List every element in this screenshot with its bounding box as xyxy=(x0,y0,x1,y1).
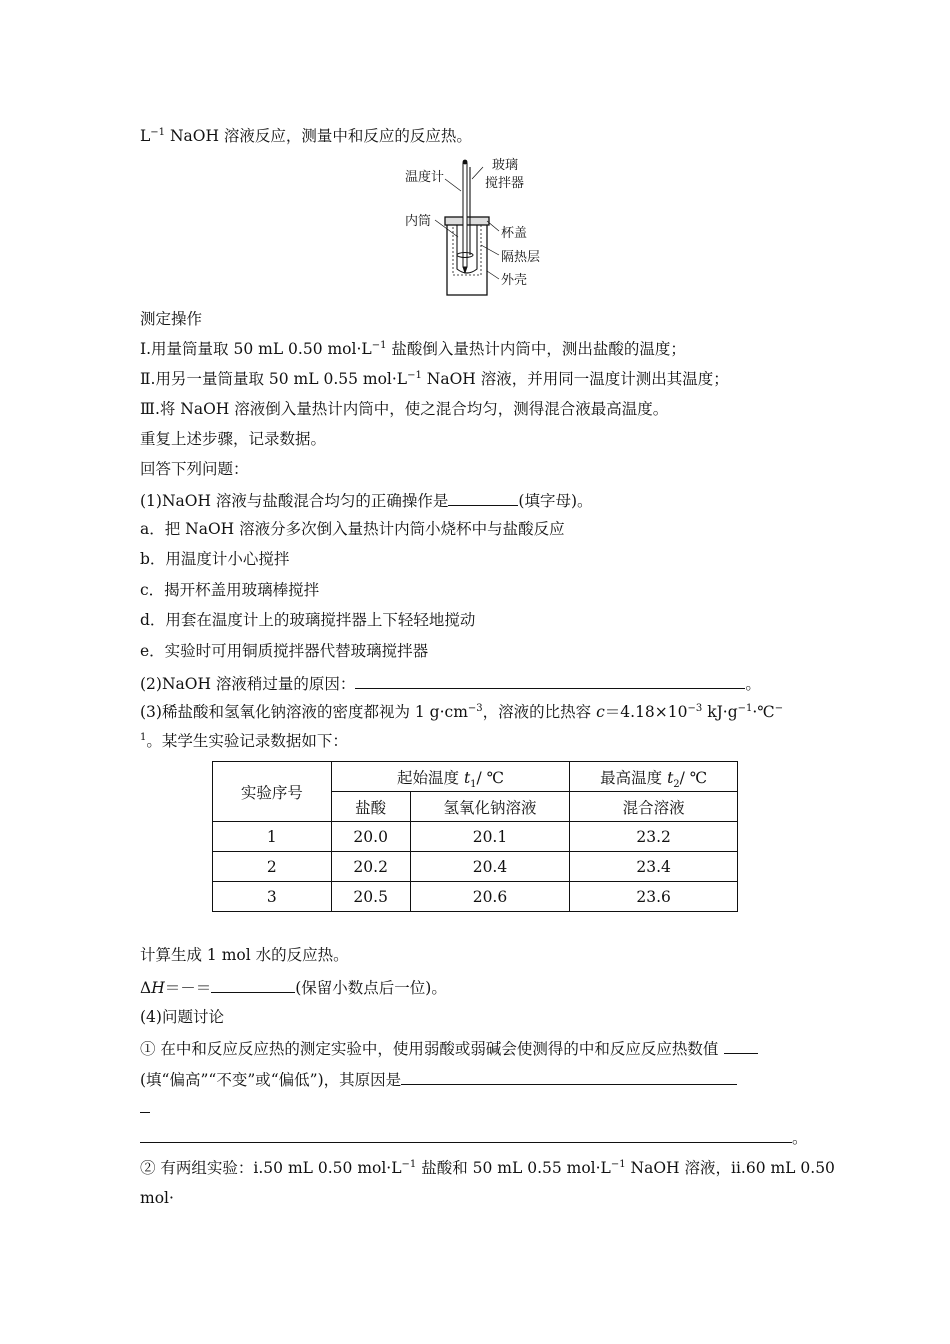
answer-prompt: 回答下列问题： xyxy=(140,460,249,478)
step1-sup: −1 xyxy=(371,339,387,351)
q1-stem-b: (填字母)。 xyxy=(518,492,593,510)
q3-answer-blank[interactable] xyxy=(211,976,295,993)
experiment-table xyxy=(212,761,738,912)
header-max-var: t xyxy=(667,768,674,787)
q3-l1-e: ·℃ xyxy=(752,703,775,721)
q1-option-c: c．揭开杯盖用玻璃棒搅拌 xyxy=(140,581,320,599)
cell-no: 2 xyxy=(213,852,332,882)
q3-l2-sup: 1 xyxy=(140,731,147,743)
table-row xyxy=(213,882,738,912)
step2-sup: −1 xyxy=(407,369,422,381)
q4-p2-line-1 xyxy=(140,1158,835,1178)
cell-mix: 23.6 xyxy=(570,882,738,912)
q3-l1-c: ＝4.18×10 xyxy=(604,703,688,721)
subheader-mix: 混合溶液 xyxy=(570,792,738,822)
procedure-repeat: 重复上述步骤，记录数据。 xyxy=(140,430,327,448)
label-shell: 外壳 xyxy=(501,273,528,288)
step1-b: 盐酸倒入量热计内筒中，测出盐酸的温度； xyxy=(386,340,686,358)
leader-stirrer xyxy=(472,167,483,179)
q4-p2-a: ② 有两组实验：ⅰ.50 mL 0.50 mol·L xyxy=(140,1159,402,1177)
q4-p2-line-2: mol· xyxy=(140,1189,174,1207)
label-insulation: 隔热层 xyxy=(501,250,541,265)
q3-line-1 xyxy=(140,702,783,722)
table-row xyxy=(213,852,738,882)
dh-post: (保留小数点后一位)。 xyxy=(295,979,447,997)
step2-b: NaOH 溶液，并用同一温度计测出其温度； xyxy=(421,370,729,388)
header-start-sub: 1 xyxy=(470,778,477,790)
q2-stem-text: (2)NaOH 溶液稍过量的原因： xyxy=(140,675,356,693)
q2-stem xyxy=(140,672,761,694)
cell-naoh: 20.1 xyxy=(410,822,570,852)
q3-line-2 xyxy=(140,731,348,751)
intro-text-a: L xyxy=(140,127,151,145)
leader-shell xyxy=(487,271,499,279)
intro-line xyxy=(140,126,472,146)
q4-p2-sup-a: −1 xyxy=(401,1158,417,1170)
cell-naoh: 20.6 xyxy=(410,882,570,912)
cell-no: 1 xyxy=(213,822,332,852)
leader-thermometer xyxy=(445,179,461,191)
q3-l1-a: (3)稀盐酸和氢氧化钠溶液的密度都视为 1 g·cm xyxy=(140,703,468,721)
header-max-unit: / ℃ xyxy=(679,768,708,787)
q3-l1-d: kJ·g xyxy=(702,703,738,721)
label-glass: 玻璃 xyxy=(492,158,519,173)
q4-p2-c: NaOH 溶液，ⅱ.60 mL 0.50 xyxy=(625,1159,835,1177)
q4-p1-line-2 xyxy=(140,1068,737,1090)
cell-naoh: 20.4 xyxy=(410,852,570,882)
q1-answer-blank[interactable] xyxy=(448,489,518,506)
dh-var: H xyxy=(151,979,165,997)
leader-lid xyxy=(487,221,499,231)
q1-option-a: a．把 NaOH 溶液分多次倒入量热计内筒小烧杯中与盐酸反应 xyxy=(140,520,565,538)
q3-sup-c: −1 xyxy=(737,702,753,714)
cell-no: 3 xyxy=(213,882,332,912)
q3-sup-d: − xyxy=(774,702,784,714)
q4-p1-text: ① 在中和反应反应热的测定实验中，使用弱酸或弱碱会使测得的中和反应反应热数值 xyxy=(140,1040,719,1058)
q4-p2-sup-b: −1 xyxy=(610,1158,626,1170)
q1-option-d: d．用套在温度计上的玻璃搅拌器上下轻轻地搅动 xyxy=(140,611,476,629)
q3-sup-a: −3 xyxy=(467,702,483,714)
q4-p1-rule-stub xyxy=(140,1112,150,1113)
q1-option-e: e．实验时可用铜质搅拌器代替玻璃搅拌器 xyxy=(140,642,429,660)
step1-a: Ⅰ.用量筒量取 50 mL 0.50 mol·L xyxy=(140,340,372,358)
q4-p2-b: 盐酸和 50 mL 0.55 mol·L xyxy=(416,1159,611,1177)
q4-heading: (4)问题讨论 xyxy=(140,1008,224,1026)
q1-stem xyxy=(140,489,593,511)
header-start-var: t xyxy=(463,768,471,787)
cell-hcl: 20.0 xyxy=(331,822,410,852)
cell-mix: 23.4 xyxy=(570,852,738,882)
cell-hcl: 20.5 xyxy=(331,882,410,912)
q4-p1-end: 。 xyxy=(792,1129,808,1147)
q1-stem-a: (1)NaOH 溶液与盐酸混合均匀的正确操作是 xyxy=(140,492,449,510)
q3-c-var: c xyxy=(596,703,605,721)
step2-a: Ⅱ.用另一量筒量取 50 mL 0.55 mol·L xyxy=(140,370,408,388)
q4-p1-line-1 xyxy=(140,1037,758,1059)
procedure-step-3: Ⅲ.将 NaOH 溶液倒入量热计内筒中，使之混合均匀，测得混合液最高温度。 xyxy=(140,400,669,418)
header-max-sub: 2 xyxy=(673,778,680,790)
q1-option-b: b．用温度计小心搅拌 xyxy=(140,550,290,568)
q3-after-table: 计算生成 1 mol 水的反应热。 xyxy=(140,946,349,964)
q2-answer-blank[interactable] xyxy=(355,672,745,689)
q3-delta-h xyxy=(140,976,447,998)
q4-p1-line-3 xyxy=(140,1126,808,1148)
header-start-text: 起始温度 xyxy=(397,768,464,787)
subheader-naoh: 氢氧化钠溶液 xyxy=(410,792,570,822)
table-row xyxy=(213,822,738,852)
q4-p1-blank-1[interactable] xyxy=(724,1037,758,1054)
label-inner-tube: 内筒 xyxy=(405,214,432,229)
label-lid: 杯盖 xyxy=(501,226,528,241)
q3-l2-text: 。某学生实验记录数据如下： xyxy=(146,732,348,750)
q4-p1-text-2: (填“偏高”“不变”或“偏低”)，其原因是 xyxy=(140,1071,402,1089)
header-experiment-no: 实验序号 xyxy=(213,762,332,822)
header-start-unit: / ℃ xyxy=(476,768,505,787)
label-stirrer: 搅拌器 xyxy=(485,176,525,191)
subheader-hcl: 盐酸 xyxy=(331,792,410,822)
procedure-step-2 xyxy=(140,369,729,389)
dh-pre: Δ xyxy=(140,979,152,997)
q4-p1-blank-2[interactable] xyxy=(401,1068,737,1085)
q4-p1-blank-3[interactable] xyxy=(140,1126,792,1143)
header-max-text: 最高温度 xyxy=(600,768,668,787)
header-max-temp xyxy=(570,762,738,792)
cell-mix: 23.2 xyxy=(570,822,738,852)
cell-hcl: 20.2 xyxy=(331,852,410,882)
intro-text-b: NaOH 溶液反应，测量中和反应的反应热。 xyxy=(165,127,472,145)
q3-sup-b: −3 xyxy=(687,702,703,714)
thermometer-shape xyxy=(463,163,467,267)
leader-insulation xyxy=(481,245,499,255)
q3-l1-b: ，溶液的比热容 xyxy=(482,703,597,721)
calorimeter-diagram xyxy=(395,153,555,298)
header-start-temp xyxy=(331,762,570,792)
label-thermometer: 温度计 xyxy=(405,170,445,185)
procedure-step-1 xyxy=(140,339,686,359)
intro-sup: −1 xyxy=(150,126,166,138)
q2-end: 。 xyxy=(745,675,761,693)
thermometer-top xyxy=(463,160,468,165)
dh-eq: ＝－＝ xyxy=(164,979,212,997)
procedure-heading: 测定操作 xyxy=(140,310,203,328)
